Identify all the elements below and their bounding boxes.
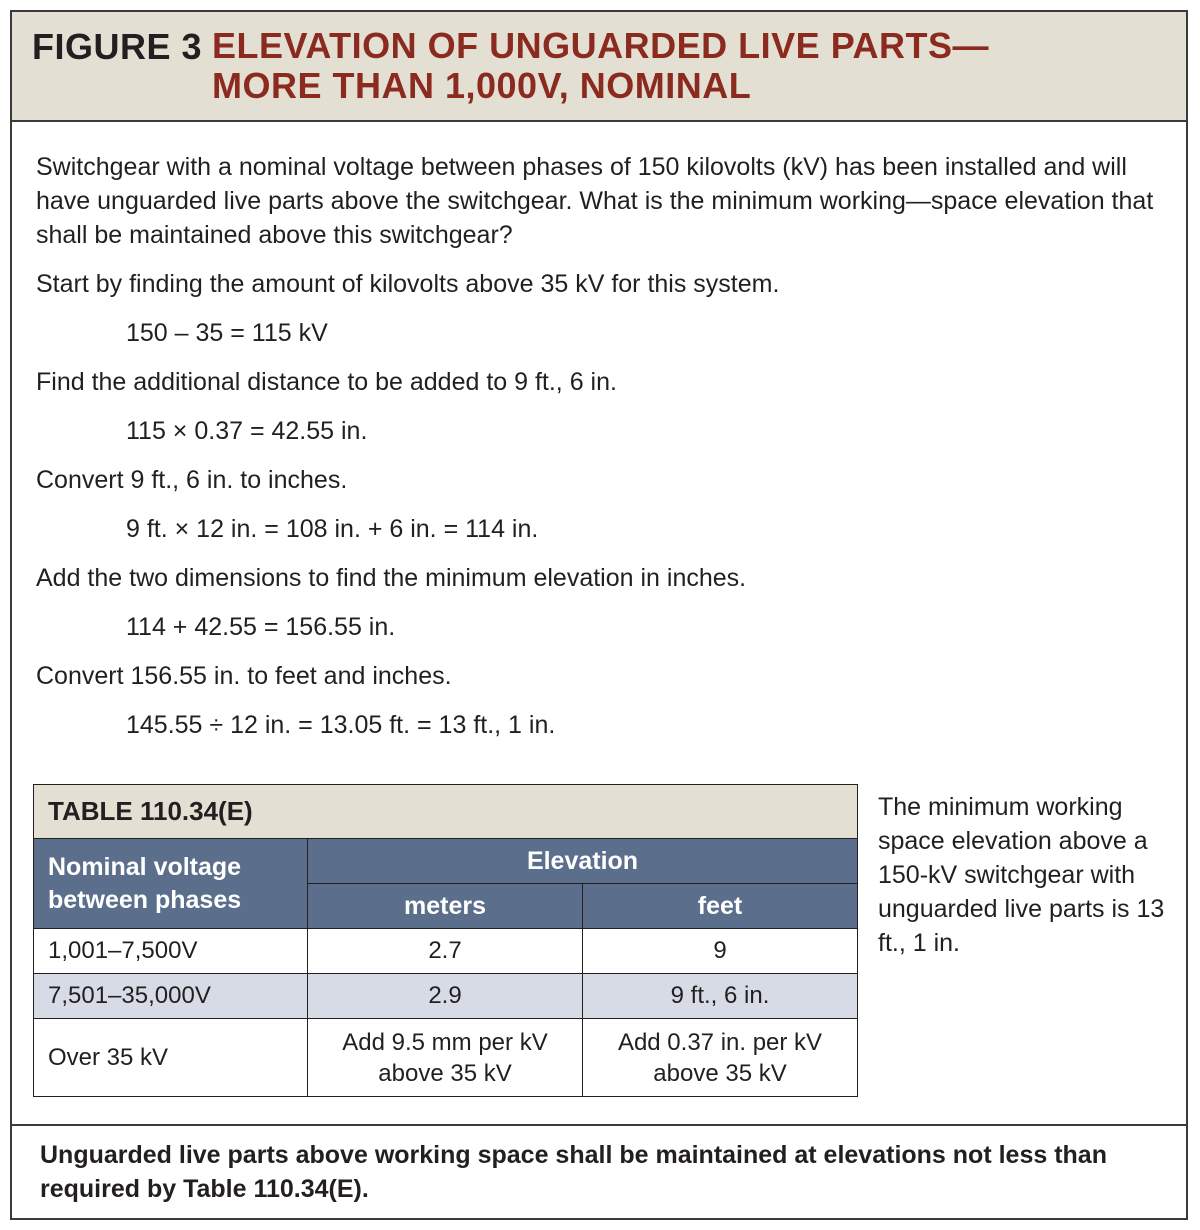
- row-2-feet: 9 ft., 6 in.: [583, 974, 858, 1019]
- side-note: The minimum working space elevation above a 150-kV switchgear with unguarded live parts is 13 ft., 1 in.: [878, 793, 1165, 957]
- figure-header: [12, 12, 1186, 122]
- table-row: [34, 1019, 858, 1097]
- step-4-instruction: Add the two dimensions to find the minimum elevation in inches.: [36, 564, 747, 592]
- table-caption: TABLE 110.34(E): [34, 785, 858, 839]
- table-row: [34, 929, 858, 974]
- table-row: [34, 974, 858, 1019]
- step-3-calculation: 9 ft. × 12 in. = 108 in. + 6 in. = 114 in.: [126, 515, 539, 543]
- intro-paragraph: Switchgear with a nominal voltage between phases of 150 kilovolts (kV) has been installed and will have unguarded live parts above the switchgear. What is the minimum working—space elevation that shall be maintained above this switchgear?: [36, 153, 1154, 249]
- step-5-instruction: Convert 156.55 in. to feet and inches.: [36, 662, 452, 690]
- step-2-calculation: 115 × 0.37 = 42.55 in.: [126, 417, 368, 445]
- figure-title: [212, 26, 989, 106]
- figure-frame: [10, 10, 1188, 1220]
- table-caption-row: [34, 785, 858, 839]
- header-nominal-voltage-line-2: between phases: [48, 885, 242, 914]
- step-1-instruction: Start by finding the amount of kilovolts above 35 kV for this system.: [36, 270, 780, 298]
- header-nominal-voltage: [34, 839, 308, 929]
- row-2-voltage: 7,501–35,000V: [34, 974, 308, 1019]
- row-1-feet: 9: [583, 929, 858, 974]
- header-elevation: Elevation: [308, 839, 858, 884]
- row-3-feet-line-2: above 35 kV: [653, 1059, 787, 1087]
- row-3-meters-line-1: Add 9.5 mm per kV: [342, 1028, 548, 1056]
- step-3-instruction: Convert 9 ft., 6 in. to inches.: [36, 466, 348, 494]
- worked-example: [36, 150, 1166, 757]
- table-header-row-1: [34, 839, 858, 884]
- row-1-voltage: 1,001–7,500V: [34, 929, 308, 974]
- figure-label: FIGURE 3: [32, 26, 203, 67]
- row-3-voltage: Over 35 kV: [34, 1019, 308, 1097]
- row-3-feet: [583, 1019, 858, 1097]
- row-1-meters: 2.7: [308, 929, 583, 974]
- figure-footer: [12, 1124, 1186, 1220]
- header-feet: feet: [583, 884, 858, 929]
- row-3-meters-line-2: above 35 kV: [378, 1059, 512, 1087]
- elevation-table: [33, 784, 858, 1097]
- header-meters: meters: [308, 884, 583, 929]
- row-3-meters: [308, 1019, 583, 1097]
- step-1-calculation: 150 – 35 = 115 kV: [126, 319, 328, 347]
- row-3-feet-line-1: Add 0.37 in. per kV: [617, 1028, 823, 1056]
- step-2-instruction: Find the additional distance to be added to 9 ft., 6 in.: [36, 368, 617, 396]
- header-nominal-voltage-line-1: Nominal voltage: [48, 852, 242, 881]
- step-5-calculation: 145.55 ÷ 12 in. = 13.05 ft. = 13 ft., 1 in.: [126, 711, 556, 739]
- footer-caption: Unguarded live parts above working space shall be maintained at elevations not less than required by Table 110.34(E).: [40, 1141, 1107, 1203]
- figure-title-line-1: ELEVATION OF UNGUARDED LIVE PARTS—: [212, 25, 990, 66]
- figure-title-line-2: MORE THAN 1,000V, NOMINAL: [212, 65, 752, 106]
- step-4-calculation: 114 + 42.55 = 156.55 in.: [126, 613, 396, 641]
- row-2-meters: 2.9: [308, 974, 583, 1019]
